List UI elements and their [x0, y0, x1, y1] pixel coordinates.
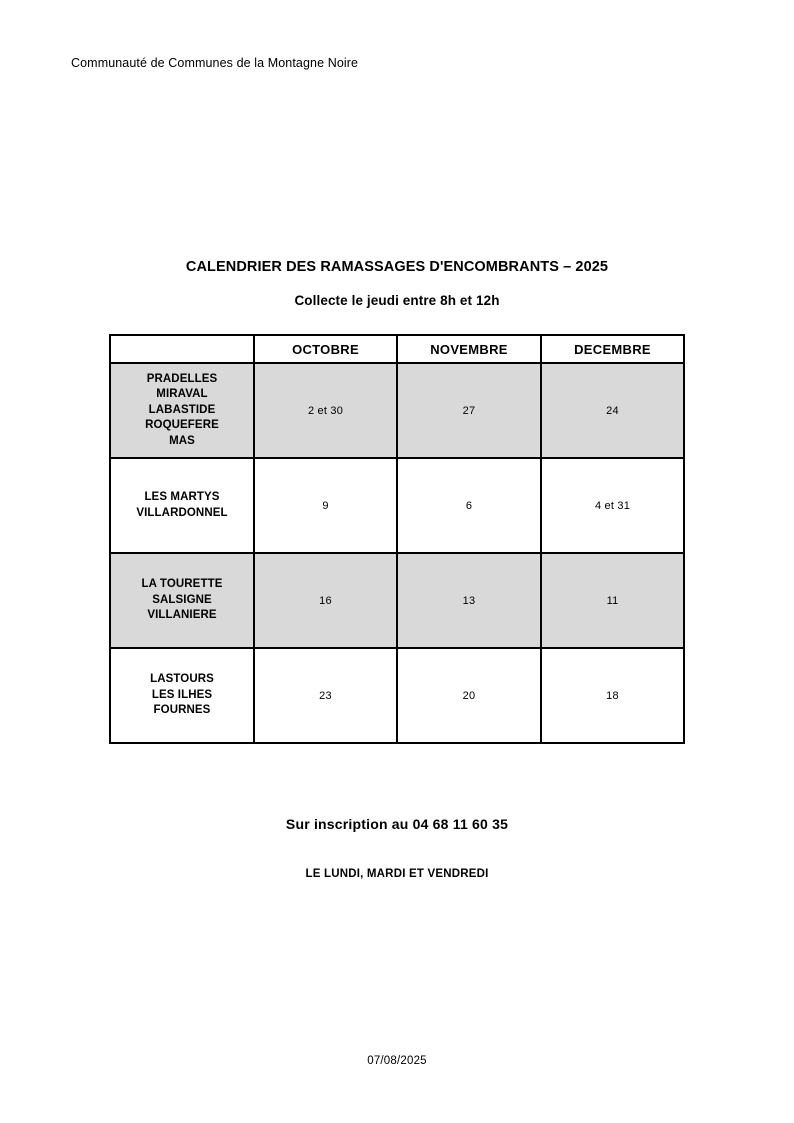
cell-decembre: 4 et 31	[541, 458, 684, 553]
commune-name: MIRAVAL	[156, 388, 208, 401]
commune-name: LES ILHES	[151, 688, 213, 701]
cell-octobre: 16	[254, 553, 397, 648]
title-block	[0, 258, 794, 310]
commune-name: VILLARDONNEL	[136, 506, 228, 519]
registration-note-block	[0, 815, 794, 882]
column-header-novembre: NOVEMBRE	[397, 335, 541, 363]
commune-name: ROQUEFERE	[145, 419, 219, 432]
page-date: 07/08/2025	[367, 1055, 427, 1067]
table-body	[110, 363, 684, 743]
commune-name: LES MARTYS	[144, 491, 220, 503]
table-row	[110, 363, 684, 458]
commune-name: LABASTIDE	[148, 403, 216, 416]
column-header-octobre: OCTOBRE	[254, 335, 397, 363]
commune-name: MAS	[169, 434, 195, 447]
table-row	[110, 458, 684, 553]
commune-name: FOURNES	[153, 704, 211, 717]
cell-octobre: 23	[254, 648, 397, 743]
table-corner-cell	[110, 335, 254, 363]
registration-phone-note: Sur inscription au 04 68 11 60 35	[285, 816, 509, 832]
row-communes-group	[110, 648, 254, 743]
collection-calendar-table	[109, 334, 685, 744]
row-communes-group	[110, 458, 254, 553]
commune-name: PRADELLES	[146, 372, 218, 385]
table-header	[110, 335, 684, 363]
commune-name: VILLANIERE	[147, 609, 217, 622]
page-title: CALENDRIER DES RAMASSAGES D'ENCOMBRANTS – 2025	[185, 259, 609, 275]
cell-novembre: 27	[397, 363, 541, 458]
registration-days-note: LE LUNDI, MARDI ET VENDREDI	[305, 868, 489, 880]
cell-octobre: 2 et 30	[254, 363, 397, 458]
commune-name: LA TOURETTE	[141, 578, 223, 591]
row-communes-group	[110, 363, 254, 458]
table-row	[110, 553, 684, 648]
column-header-decembre: DECEMBRE	[541, 335, 684, 363]
cell-decembre: 11	[541, 553, 684, 648]
table-row	[110, 648, 684, 743]
calendar-table-container	[109, 334, 683, 744]
commune-name: SALSIGNE	[152, 593, 212, 606]
commune-name: LASTOURS	[150, 673, 214, 686]
cell-decembre: 24	[541, 363, 684, 458]
cell-decembre: 18	[541, 648, 684, 743]
cell-novembre: 6	[397, 458, 541, 553]
cell-novembre: 20	[397, 648, 541, 743]
organization-header: Communauté de Communes de la Montagne Noire	[71, 56, 359, 70]
cell-novembre: 13	[397, 553, 541, 648]
page-subtitle: Collecte le jeudi entre 8h et 12h	[294, 293, 500, 308]
row-communes-group	[110, 553, 254, 648]
cell-octobre: 9	[254, 458, 397, 553]
table-header-row	[110, 335, 684, 363]
